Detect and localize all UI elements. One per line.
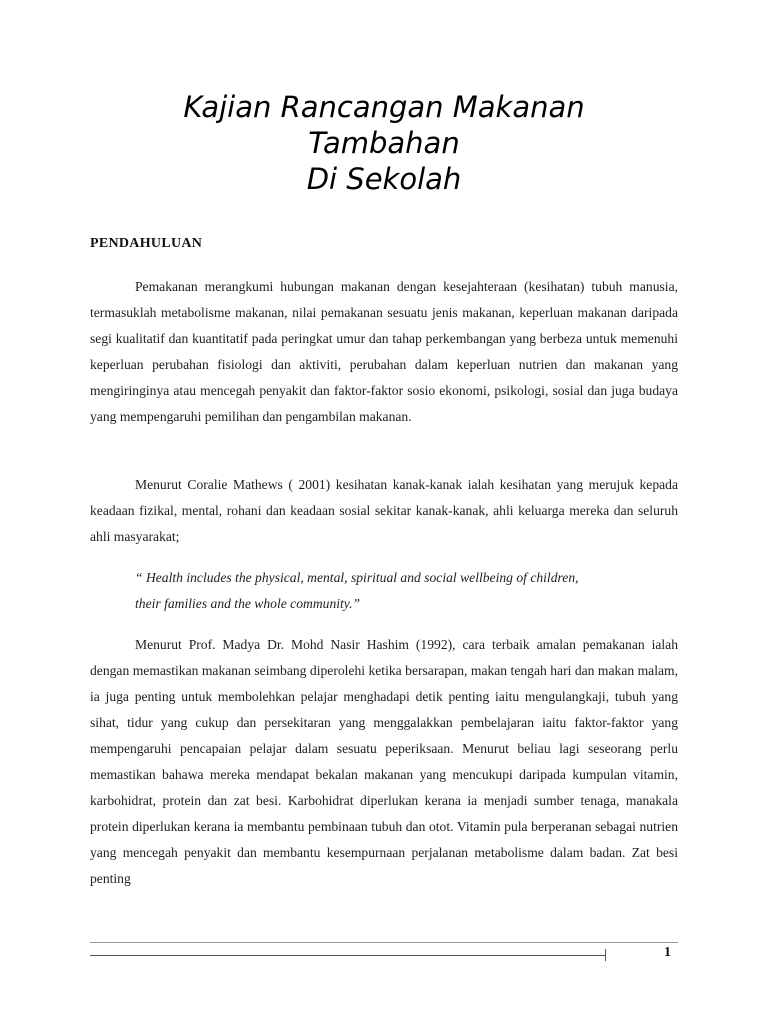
document-title bbox=[90, 89, 678, 197]
paragraph-1: Pemakanan merangkumi hubungan makanan dengan kesejahteraan (kesihatan) tubuh manusia, termasuklah metabolisme makanan, nilai pemakanan sesuatu jenis makanan, keperluan makanan daripada segi kualitatif dan kuantitatif pada peringkat umur dan tahap perkembangan yang berbeza untuk memenuhi keperluan perubahan fisiologi dan aktiviti, perubahan dalam keperluan nutrien dan makanan yang mengiringinya atau mencegah penyakit dan faktor-faktor sosio ekonomi, psikologi, sosial dan juga budaya yang mempengaruhi pemilihan dan pengambilan makanan. bbox=[90, 279, 678, 424]
paragraph-2: Menurut Coralie Mathews ( 2001) kesihatan kanak-kanak ialah kesihatan yang merujuk kepada keadaan fizikal, mental, rohani dan keadaan sosial sekitar kanak-kanak, ahli keluarga mereka dan seluruh ahli masyarakat; bbox=[90, 477, 678, 544]
footer-underline bbox=[90, 955, 606, 956]
title-line-1: Kajian Rancangan Makanan bbox=[183, 90, 585, 124]
title-line-2: Tambahan bbox=[308, 126, 460, 160]
quote-line-1: “ Health includes the physical, mental, spiritual and social wellbeing of children, bbox=[135, 570, 579, 585]
footer-separator bbox=[605, 949, 606, 961]
title-line-3: Di Sekolah bbox=[306, 162, 462, 196]
quote-line-2: their families and the whole community.” bbox=[135, 596, 361, 611]
paragraph-3: Menurut Prof. Madya Dr. Mohd Nasir Hashim (1992), cara terbaik amalan pemakanan ialah dengan memastikan makanan seimbang diperolehi ketika bersarapan, makan tengah hari dan makan malam, ia juga penting untuk membolehkan pelajar menghadapi detik penting iaitu mengulangkaji, tubuh yang sihat, tidur yang cukup dan persekitaran yang menggalakkan pembelajaran iaitu faktor-faktor yang mempengaruhi pencapaian pelajar dalam sesuatu peperiksaan. Menurut beliau lagi seseorang perlu memastikan bahawa mereka mendapat bekalan makanan yang mencukupi daripada kumpulan vitamin, karbohidrat, protein dan zat besi. Karbohidrat diperlukan kerana ia menjadi sumber tenaga, manakala protein diperlukan kerana ia membantu pembinaan tubuh dan otot. Vitamin pula berperanan sebagai nutrien yang mencegah penyakit dan membantu kesempurnaan perjalanan metabolisme dalam badan. Zat besi penting bbox=[90, 637, 678, 886]
page-number: 1 bbox=[664, 945, 671, 960]
section-heading: PENDAHULUAN bbox=[90, 236, 203, 251]
footer-divider bbox=[90, 942, 678, 943]
block-quote bbox=[135, 565, 655, 617]
